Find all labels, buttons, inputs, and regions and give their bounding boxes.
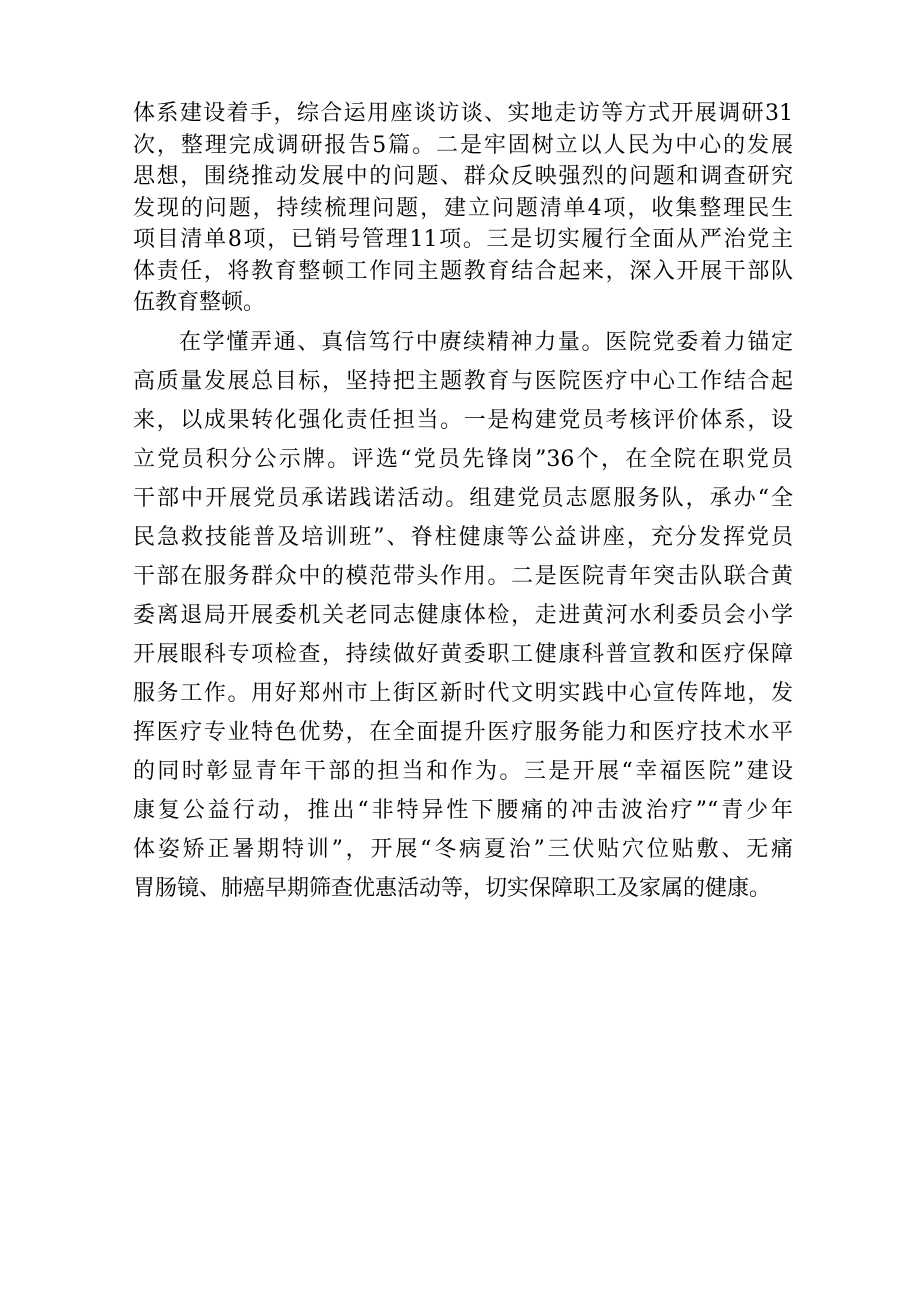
paragraph-line: 思想，围绕推动发展中的问题、群众反映强烈的问题和调查研究	[133, 164, 793, 189]
paragraph-line: 民急救技能普及培训班”、脊柱健康等公益讲座，充分发挥党员	[133, 525, 793, 550]
paragraph-line: 的同时彰显青年干部的担当和作为。三是开展“幸福医院”建设	[133, 759, 793, 784]
paragraph-line: 伍教育整顿。	[133, 290, 266, 315]
paragraph-line: 干部在服务群众中的模范带头作用。二是医院青年突击队联合黄	[133, 564, 793, 589]
paragraph-line: 体系建设着手，综合运用座谈访谈、实地走访等方式开展调研31	[133, 101, 793, 126]
paragraph-line: 康复公益行动，推出“非特异性下腰痛的冲击波治疗”“青少年	[133, 798, 793, 823]
paragraph-line: 项目清单8项，已销号管理11项。三是切实履行全面从严治党主	[133, 227, 793, 252]
paragraph-line: 委离退局开展委机关老同志健康体检，走进黄河水利委员会小学	[133, 603, 793, 628]
paragraph-1	[133, 98, 793, 319]
paragraph-line: 胃肠镜、肺癌早期筛查优惠活动等，切实保障职工及家属的健康。	[133, 876, 772, 901]
paragraph-line: 服务工作。用好郑州市上街区新时代文明实践中心宣传阵地，发	[133, 681, 793, 706]
paragraph-line: 体姿矫正暑期特训”，开展“冬病夏治”三伏贴穴位贴敷、无痛	[133, 837, 793, 862]
paragraph-line: 在学懂弄通、真信笃行中赓续精神力量。医院党委着力锚定	[179, 330, 793, 355]
paragraph-line: 次，整理完成调研报告5篇。二是牢固树立以人民为中心的发展	[133, 132, 793, 158]
paragraph-line: 立党员积分公示牌。评选“党员先锋岗”36个，在全院在职党员	[133, 447, 793, 472]
paragraph-line: 体责任，将教育整顿工作同主题教育结合起来，深入开展干部队	[133, 258, 793, 284]
paragraph-line: 来，以成果转化强化责任担当。一是构建党员考核评价体系，设	[133, 408, 793, 433]
paragraph-2	[133, 323, 793, 908]
paragraph-line: 高质量发展总目标，坚持把主题教育与医院医疗中心工作结合起	[133, 369, 793, 394]
paragraph-line: 开展眼科专项检查，持续做好黄委职工健康科普宣教和医疗保障	[133, 642, 793, 667]
paragraph-line: 干部中开展党员承诺践诺活动。组建党员志愿服务队，承办“全	[133, 486, 793, 511]
paragraph-line: 发现的问题，持续梳理问题，建立问题清单4项，收集整理民生	[133, 195, 793, 221]
paragraph-line: 挥医疗专业特色优势，在全面提升医疗服务能力和医疗技术水平	[133, 720, 793, 745]
